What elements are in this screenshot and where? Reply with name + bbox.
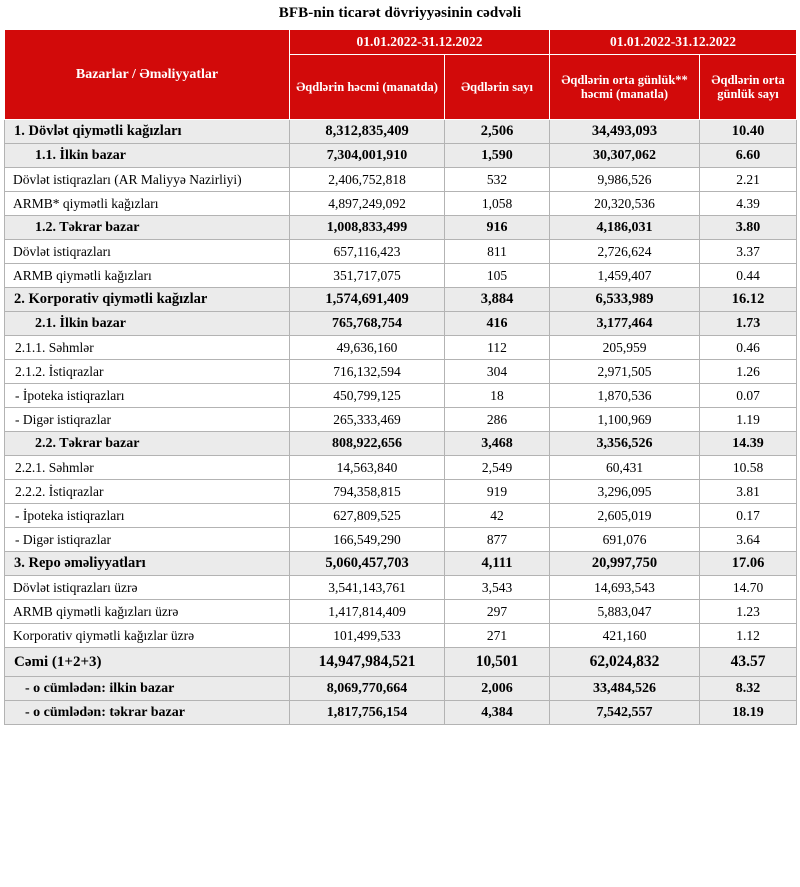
cell-volume: 765,768,754	[290, 312, 445, 336]
cell-avg-daily-count: 0.44	[700, 264, 797, 288]
table-row	[5, 264, 797, 288]
table-row	[5, 144, 797, 168]
cell-volume: 8,312,835,409	[290, 120, 445, 144]
cell-avg-daily-count: 43.57	[700, 648, 797, 677]
table-header	[5, 30, 797, 120]
row-label: ARMB* qiymətli kağızları	[5, 192, 290, 216]
cell-count: 811	[445, 240, 550, 264]
row-label: ARMB qiymətli kağızları	[5, 264, 290, 288]
cell-avg-daily-count: 1.12	[700, 624, 797, 648]
row-label: 2.2.2. İstiqrazlar	[5, 480, 290, 504]
header-period-left: 01.01.2022-31.12.2022	[290, 30, 550, 55]
cell-avg-daily-volume: 14,693,543	[550, 576, 700, 600]
row-label: - o cümlədən: təkrar bazar	[5, 701, 290, 725]
row-label: Dövlət istiqrazları üzrə	[5, 576, 290, 600]
row-label: ARMB qiymətli kağızları üzrə	[5, 600, 290, 624]
cell-avg-daily-count: 3.37	[700, 240, 797, 264]
table-row	[5, 336, 797, 360]
cell-avg-daily-volume: 60,431	[550, 456, 700, 480]
row-label: - Digər istiqrazlar	[5, 408, 290, 432]
cell-count: 916	[445, 216, 550, 240]
cell-avg-daily-volume: 1,870,536	[550, 384, 700, 408]
cell-avg-daily-volume: 2,605,019	[550, 504, 700, 528]
row-label: 2.2. Təkrar bazar	[5, 432, 290, 456]
cell-avg-daily-volume: 34,493,093	[550, 120, 700, 144]
cell-avg-daily-volume: 1,100,969	[550, 408, 700, 432]
table-row	[5, 312, 797, 336]
cell-avg-daily-volume: 62,024,832	[550, 648, 700, 677]
cell-avg-daily-volume: 3,177,464	[550, 312, 700, 336]
cell-avg-daily-count: 1.26	[700, 360, 797, 384]
cell-count: 1,058	[445, 192, 550, 216]
cell-count: 10,501	[445, 648, 550, 677]
header-row-label: Bazarlar / Əməliyyatlar	[5, 30, 290, 120]
row-label: 1.1. İlkin bazar	[5, 144, 290, 168]
table-row	[5, 552, 797, 576]
cell-avg-daily-volume: 30,307,062	[550, 144, 700, 168]
table-row	[5, 384, 797, 408]
cell-volume: 7,304,001,910	[290, 144, 445, 168]
page-title: BFB-nin ticarət dövriyyəsinin cədvəli	[278, 5, 522, 21]
cell-count: 3,884	[445, 288, 550, 312]
cell-avg-daily-volume: 20,997,750	[550, 552, 700, 576]
cell-count: 105	[445, 264, 550, 288]
cell-count: 112	[445, 336, 550, 360]
cell-avg-daily-volume: 7,542,557	[550, 701, 700, 725]
cell-avg-daily-count: 17.06	[700, 552, 797, 576]
cell-count: 2,506	[445, 120, 550, 144]
cell-avg-daily-volume: 33,484,526	[550, 677, 700, 701]
cell-avg-daily-count: 4.39	[700, 192, 797, 216]
cell-avg-daily-count: 0.07	[700, 384, 797, 408]
row-label: Dövlət istiqrazları (AR Maliyyə Nazirliyi)	[5, 168, 290, 192]
cell-volume: 3,541,143,761	[290, 576, 445, 600]
cell-volume: 716,132,594	[290, 360, 445, 384]
cell-volume: 101,499,533	[290, 624, 445, 648]
cell-avg-daily-count: 14.39	[700, 432, 797, 456]
cell-volume: 2,406,752,818	[290, 168, 445, 192]
cell-volume: 5,060,457,703	[290, 552, 445, 576]
cell-count: 286	[445, 408, 550, 432]
table-row	[5, 456, 797, 480]
cell-count: 416	[445, 312, 550, 336]
cell-volume: 14,563,840	[290, 456, 445, 480]
cell-volume: 1,417,814,409	[290, 600, 445, 624]
header-col-avg-daily-count: Əqdlərin orta günlük sayı	[700, 55, 797, 120]
cell-volume: 794,358,815	[290, 480, 445, 504]
cell-count: 271	[445, 624, 550, 648]
cell-avg-daily-count: 18.19	[700, 701, 797, 725]
cell-avg-daily-count: 0.17	[700, 504, 797, 528]
table-row	[5, 600, 797, 624]
cell-volume: 1,817,756,154	[290, 701, 445, 725]
cell-count: 304	[445, 360, 550, 384]
cell-avg-daily-volume: 421,160	[550, 624, 700, 648]
row-label: - Digər istiqrazlar	[5, 528, 290, 552]
table-row	[5, 504, 797, 528]
cell-volume: 627,809,525	[290, 504, 445, 528]
row-label: 3. Repo əməliyyatları	[5, 552, 290, 576]
table-row	[5, 576, 797, 600]
table-row	[5, 432, 797, 456]
cell-avg-daily-volume: 691,076	[550, 528, 700, 552]
cell-avg-daily-volume: 20,320,536	[550, 192, 700, 216]
cell-avg-daily-count: 1.19	[700, 408, 797, 432]
header-period-right: 01.01.2022-31.12.2022	[550, 30, 797, 55]
cell-volume: 14,947,984,521	[290, 648, 445, 677]
table-body	[5, 120, 797, 725]
trade-turnover-table	[4, 29, 797, 725]
cell-avg-daily-volume: 205,959	[550, 336, 700, 360]
cell-count: 2,549	[445, 456, 550, 480]
header-col-volume: Əqdlərin həcmi (manatda)	[290, 55, 445, 120]
cell-avg-daily-count: 6.60	[700, 144, 797, 168]
header-period-row	[5, 30, 797, 55]
cell-volume: 4,897,249,092	[290, 192, 445, 216]
cell-count: 4,111	[445, 552, 550, 576]
header-col-avg-daily-volume: Əqdlərin orta günlük** həcmi (manatla)	[550, 55, 700, 120]
cell-avg-daily-count: 3.80	[700, 216, 797, 240]
row-label: 2.1.2. İstiqrazlar	[5, 360, 290, 384]
row-label: 2.2.1. Səhmlər	[5, 456, 290, 480]
cell-volume: 166,549,290	[290, 528, 445, 552]
row-label: 2.1. İlkin bazar	[5, 312, 290, 336]
cell-avg-daily-volume: 4,186,031	[550, 216, 700, 240]
cell-avg-daily-count: 14.70	[700, 576, 797, 600]
row-label: - İpoteka istiqrazları	[5, 384, 290, 408]
table-row	[5, 408, 797, 432]
cell-count: 919	[445, 480, 550, 504]
table-row	[5, 240, 797, 264]
cell-avg-daily-volume: 9,986,526	[550, 168, 700, 192]
cell-volume: 1,574,691,409	[290, 288, 445, 312]
table-row	[5, 624, 797, 648]
cell-volume: 49,636,160	[290, 336, 445, 360]
table-row	[5, 192, 797, 216]
cell-volume: 8,069,770,664	[290, 677, 445, 701]
cell-count: 3,468	[445, 432, 550, 456]
cell-avg-daily-count: 1.23	[700, 600, 797, 624]
cell-volume: 450,799,125	[290, 384, 445, 408]
table-row	[5, 648, 797, 677]
cell-avg-daily-count: 10.40	[700, 120, 797, 144]
cell-volume: 808,922,656	[290, 432, 445, 456]
cell-count: 18	[445, 384, 550, 408]
row-label: Dövlət istiqrazları	[5, 240, 290, 264]
table-row	[5, 701, 797, 725]
cell-count: 1,590	[445, 144, 550, 168]
cell-avg-daily-count: 8.32	[700, 677, 797, 701]
cell-avg-daily-count: 2.21	[700, 168, 797, 192]
cell-volume: 265,333,469	[290, 408, 445, 432]
table-row	[5, 288, 797, 312]
cell-avg-daily-volume: 3,296,095	[550, 480, 700, 504]
cell-count: 3,543	[445, 576, 550, 600]
row-label: 1.2. Təkrar bazar	[5, 216, 290, 240]
table-row	[5, 168, 797, 192]
table-row	[5, 120, 797, 144]
cell-volume: 657,116,423	[290, 240, 445, 264]
cell-count: 2,006	[445, 677, 550, 701]
cell-avg-daily-count: 16.12	[700, 288, 797, 312]
cell-avg-daily-count: 1.73	[700, 312, 797, 336]
cell-volume: 351,717,075	[290, 264, 445, 288]
cell-avg-daily-count: 0.46	[700, 336, 797, 360]
row-label: Cəmi (1+2+3)	[5, 648, 290, 677]
row-label: 2.1.1. Səhmlər	[5, 336, 290, 360]
header-col-count: Əqdlərin sayı	[445, 55, 550, 120]
table-row	[5, 480, 797, 504]
cell-avg-daily-volume: 1,459,407	[550, 264, 700, 288]
table-row	[5, 360, 797, 384]
cell-avg-daily-volume: 2,971,505	[550, 360, 700, 384]
cell-avg-daily-volume: 5,883,047	[550, 600, 700, 624]
table-row	[5, 677, 797, 701]
cell-avg-daily-volume: 2,726,624	[550, 240, 700, 264]
table-row	[5, 216, 797, 240]
cell-volume: 1,008,833,499	[290, 216, 445, 240]
cell-avg-daily-volume: 3,356,526	[550, 432, 700, 456]
cell-count: 4,384	[445, 701, 550, 725]
row-label: Korporativ qiymətli kağızlar üzrə	[5, 624, 290, 648]
cell-count: 532	[445, 168, 550, 192]
table-row	[5, 528, 797, 552]
cell-count: 877	[445, 528, 550, 552]
cell-avg-daily-count: 3.81	[700, 480, 797, 504]
cell-count: 42	[445, 504, 550, 528]
cell-avg-daily-count: 3.64	[700, 528, 797, 552]
cell-avg-daily-volume: 6,533,989	[550, 288, 700, 312]
cell-avg-daily-count: 10.58	[700, 456, 797, 480]
row-label: - İpoteka istiqrazları	[5, 504, 290, 528]
row-label: - o cümlədən: ilkin bazar	[5, 677, 290, 701]
row-label: 2. Korporativ qiymətli kağızlar	[5, 288, 290, 312]
row-label: 1. Dövlət qiymətli kağızları	[5, 120, 290, 144]
cell-count: 297	[445, 600, 550, 624]
